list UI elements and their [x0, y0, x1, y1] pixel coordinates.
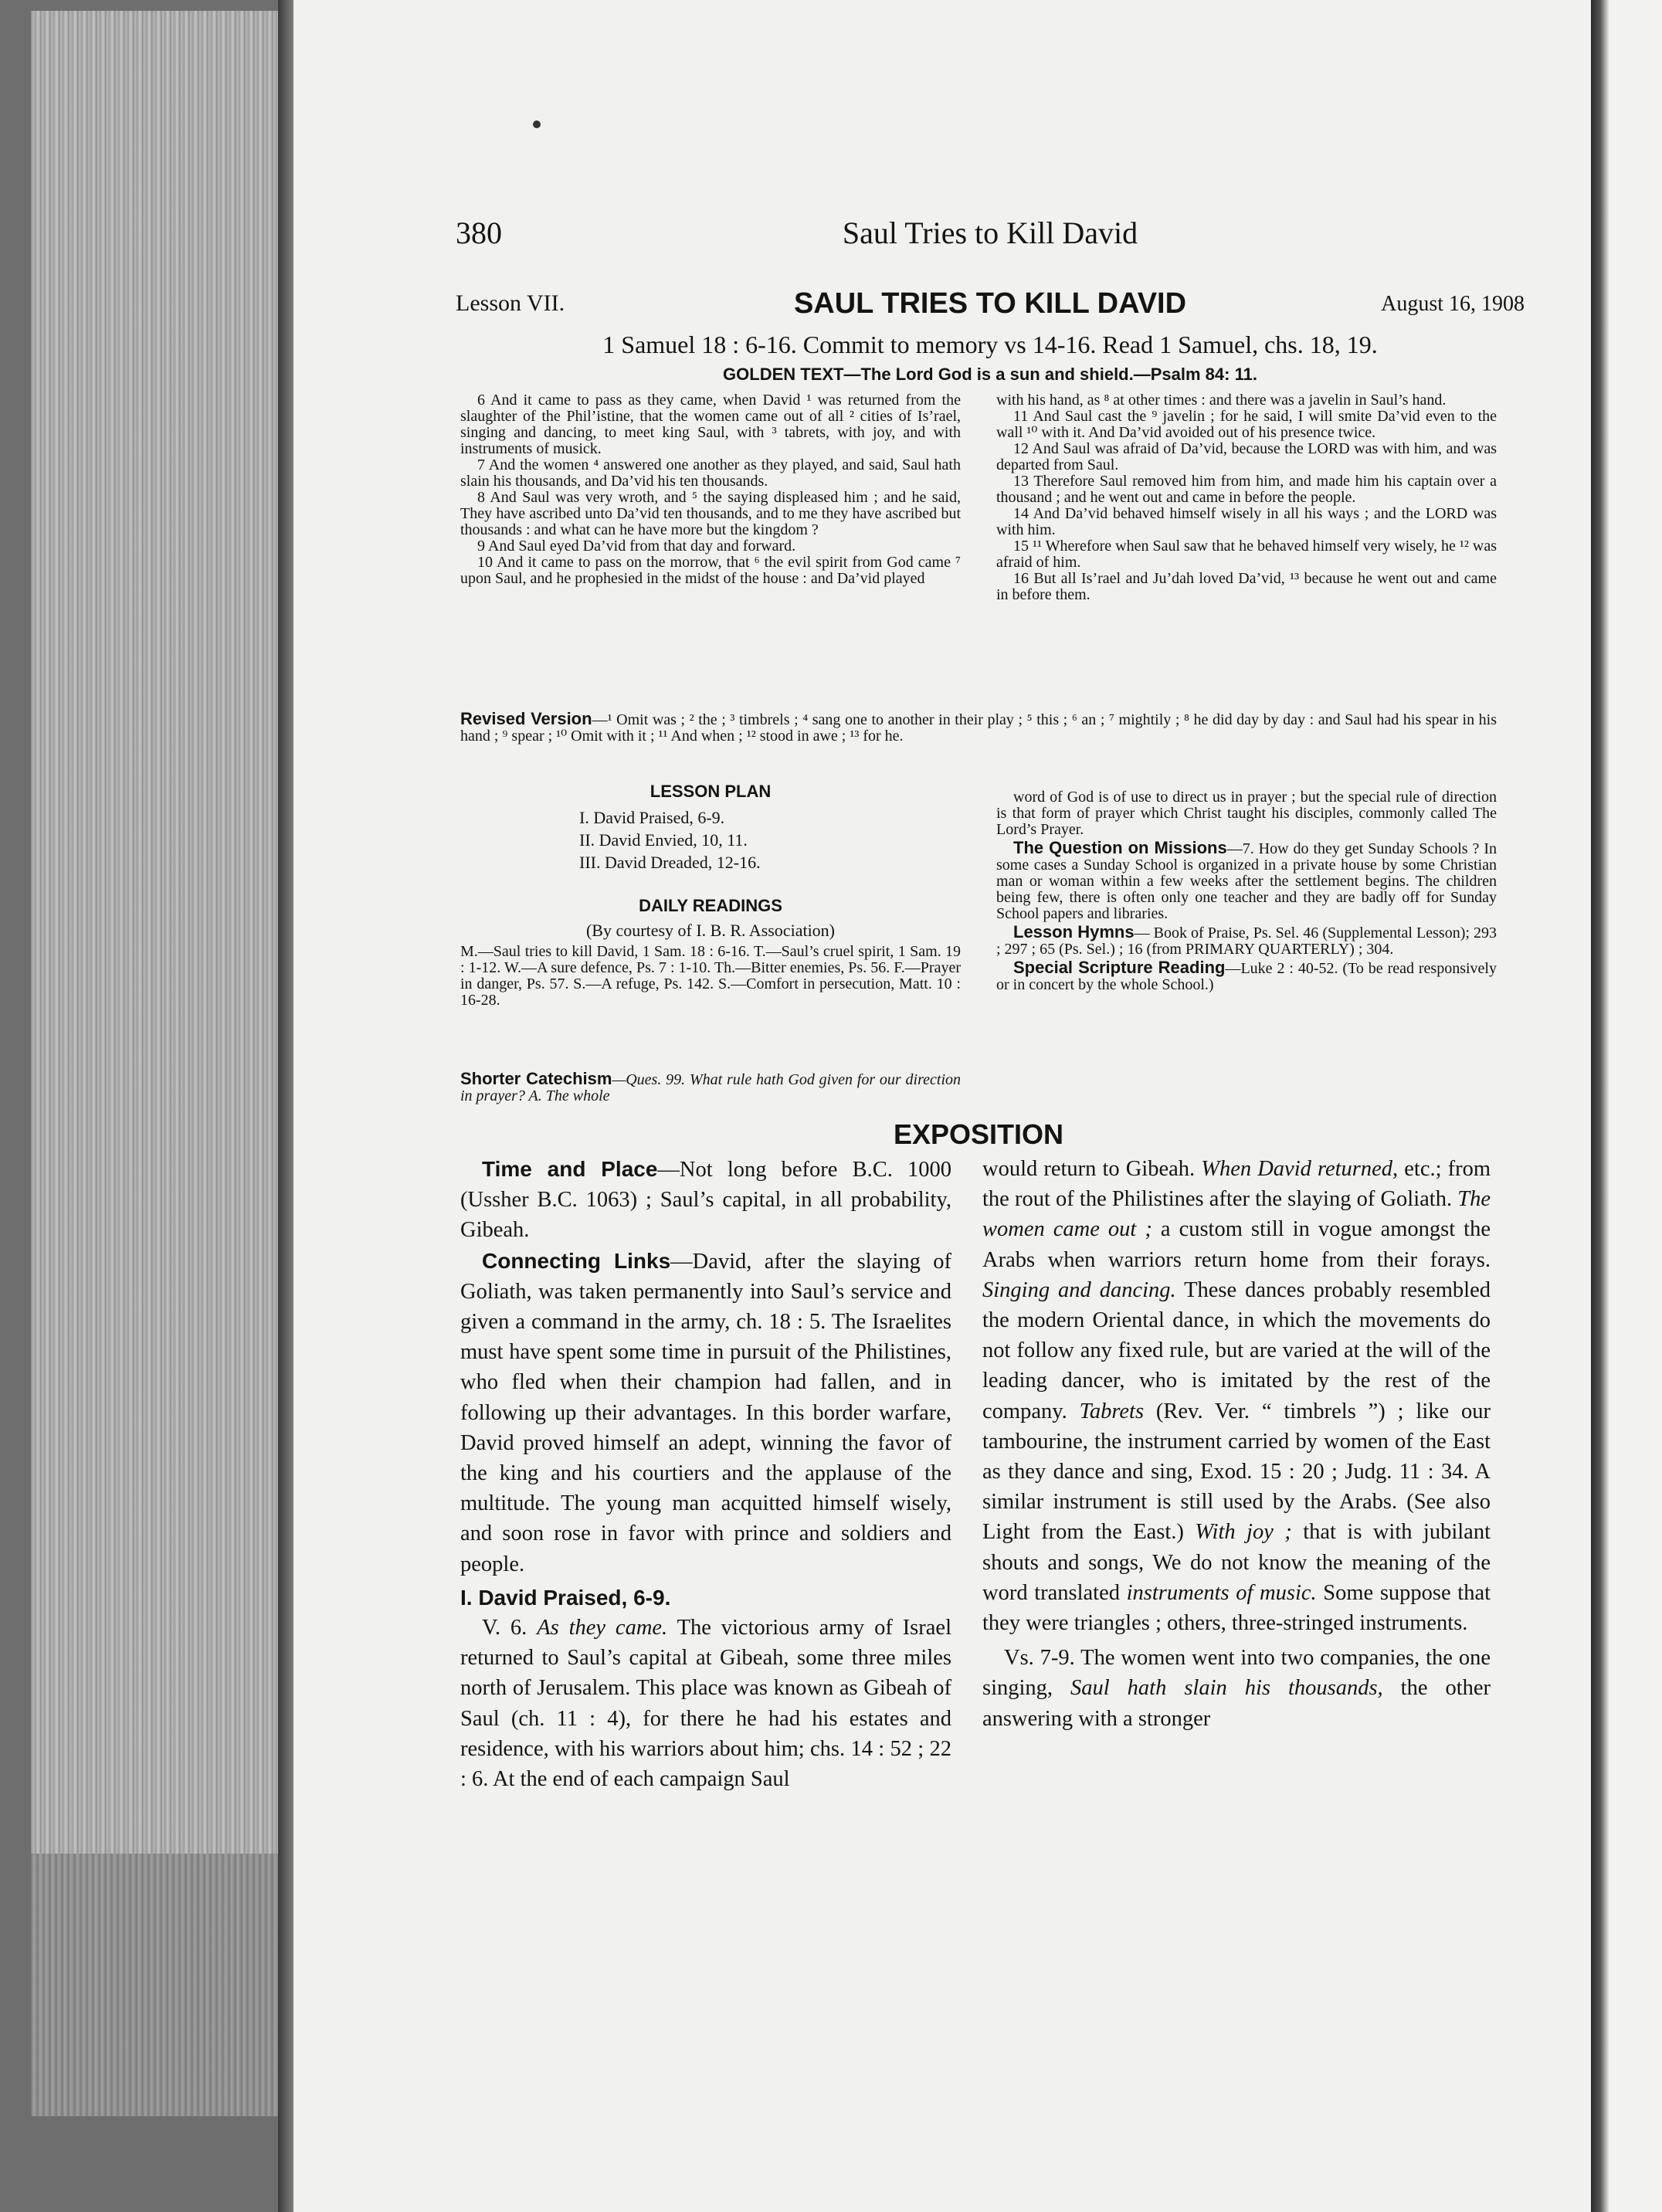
missions-question: [996, 840, 1497, 922]
commentary-text: (Rev. Ver. “ timbrels ”) ; like our tambourine, the instrument carried by women of the East as they dance and sing, Exod. 15 : 20 ; Judg. 11 : 34. A similar instrument is still used by the Arabs. (See also Light from the East.): [982, 1399, 1491, 1545]
verse-7: 7 And the women ⁴ answered one another as they played, and said, Saul hath slain his thousands, and Da’vid his ten thousands.: [460, 456, 961, 490]
verse-16: 16 But all Is’rael and Ju’dah loved Da’vid, ¹³ because he went out and came in before them.: [996, 570, 1497, 603]
commentary-text: the other answering with a stronger: [982, 1676, 1491, 1731]
missions-text: —7. How do they get Sunday Schools ? In some cases a Sunday School is organized in a private house by some Christian man or woman within a few weeks after the settlement begins. The children being few, there is often only one teacher and they are badly off for Sunday School papers and libraries.: [996, 840, 1497, 922]
catechism-question: —Ques. 99. What rule hath God given for our direction in prayer? A. The whole: [460, 1071, 961, 1104]
daily-readings-text: M.—Saul tries to kill David, 1 Sam. 18 : 6-16. T.—Saul’s cruel spirit, 1 Sam. 19 : 1-12. W.—A sure defence, Ps. 7 : 1-10. Th.—Bitter enemies, Ps. 56. F.—Prayer in danger, Ps. 57. S.—A refuge, Ps. 142. S.—Comfort in persecution, Matt. 10 : 16-28.: [460, 943, 961, 1009]
exposition-right-column: [982, 1154, 1491, 1734]
book-page-edges: [31, 11, 287, 1857]
verse-quote: The women came out ;: [982, 1187, 1491, 1242]
special-reading-label: Special Scripture Reading: [1013, 958, 1226, 977]
commentary-text: a custom still in vogue amongst the Arabs when warriors return home from their forays.: [982, 1217, 1491, 1272]
verse-10: 10 And it came to pass on the morrow, that ⁶ the evil spirit from God came ⁷ upon Saul, and he prophesied in the midst of the house : and Da’vid played: [460, 554, 961, 587]
daily-readings-courtesy: (By courtesy of I. B. R. Association): [585, 921, 836, 940]
ink-speck: [533, 120, 541, 128]
book-page-edges-lower: [31, 1854, 286, 2116]
revised-version-notes: [460, 711, 1497, 745]
verse-quote: Tabrets: [1079, 1399, 1145, 1423]
book-gutter-shadow: [278, 0, 295, 2212]
running-head: [456, 215, 1525, 261]
lesson-plan-list: [579, 806, 904, 874]
commentary-text: Some suppose that they were triangles ; others, three-stringed instruments.: [982, 1580, 1491, 1636]
verses-left-column: [460, 392, 961, 587]
verse-quote: Singing and dancing.: [982, 1277, 1176, 1302]
daily-readings-heading: DAILY READINGS: [639, 896, 782, 915]
verses-7-9-commentary: [982, 1643, 1491, 1734]
time-place-text: —Not long before B.C. 1000 (Ussher B.C. 1063) ; Saul’s capital, in all probability, Gibeah.: [460, 1158, 952, 1243]
verse-ref: V. 6.: [482, 1616, 527, 1640]
lesson-plan-heading: LESSON PLAN: [650, 782, 772, 801]
verse-quote: instruments of music.: [1126, 1580, 1317, 1605]
revised-version-text: —¹ Omit was ; ² the ; ³ timbrels ; ⁴ sang one to another in their play ; ⁵ this ; ⁶ an ; ⁷ mightily ; ⁸ he did day by day : and Saul had his spear in his hand ; ⁹ spear ; ¹⁰ Omit with it ; ¹¹ And when ; ¹² stood in awe ; ¹³ for he.: [460, 711, 1497, 745]
right-notes-column: [996, 789, 1497, 995]
commentary-text: would return to Gibeah.: [982, 1157, 1196, 1181]
facing-page-edge: [1591, 0, 1662, 2212]
lesson-date: August 16, 1908: [1381, 292, 1525, 316]
commentary-text: that is with jubilant shouts and songs, We do not know the meaning of the word translated: [982, 1520, 1491, 1605]
special-reading-text: —Luke 2 : 40-52. (To be read responsively or in concert by the whole School.): [996, 960, 1497, 993]
verse-12: 12 And Saul was afraid of Da’vid, because the LORD was with him, and was departed from Saul.: [996, 440, 1497, 473]
verse-13: 13 Therefore Saul removed him from him, and made him his captain over a thousand ; and he went out and came in before the people.: [996, 473, 1497, 506]
verse-9: 9 And Saul eyed Da’vid from that day and forward.: [477, 538, 796, 555]
verse-6-commentary: [460, 1613, 951, 1794]
lesson-title: SAUL TRIES TO KILL DAVID: [793, 287, 1187, 320]
scripture-reference: 1 Samuel 18 : 6-16. Commit to memory vs 14-16. Read 1 Samuel, chs. 18, 19.: [602, 331, 1378, 358]
verse-quote: Saul hath slain his thousands,: [1070, 1676, 1383, 1701]
verse-8: 8 And Saul was very wroth, and ⁵ the saying displeased him ; and he said, They have ascribed unto Da’vid ten thousands, and to me they have ascribed but thousands : and what can he have more but the kingdom ?: [460, 489, 961, 538]
verse-6: 6 And it came to pass as they came, when David ¹ was returned from the slaughter of the Phil’istine, that the women came out of all ² cities of Is’rael, singing and dancing, to meet king Saul, with ³ tabrets, with joy, and with instruments of musick.: [460, 392, 961, 457]
verse-quote: As they came.: [537, 1616, 668, 1640]
verse-10-continued: with his hand, as ⁸ at other times : and there was a javelin in Saul’s hand.: [996, 392, 1447, 409]
time-place-label: Time and Place: [482, 1157, 658, 1181]
verse-14: 14 And Da’vid behaved himself wisely in all his ways ; and the LORD was with him.: [996, 505, 1497, 538]
verse-quote: With joy ;: [1195, 1520, 1292, 1545]
connecting-links-text: —David, after the slaying of Goliath, was taken permanently into Saul’s service and given a command in the army, ch. 18 : 5. The Israelites must have spent some time in pursuit of the Philistines, who fled when their champion had fallen, and in following up their advantages. In this border warfare, David proved himself an adept, winning the favor of the king and his courtiers and the applause of the multitude. The young man acquitted himself wisely, and soon rose in favor with prince and soldiers and people.: [460, 1249, 952, 1576]
lesson-plan-item: II. David Envied, 10, 11.: [579, 830, 748, 850]
connecting-links-label: Connecting Links: [482, 1248, 671, 1273]
verse-11: 11 And Saul cast the ⁹ javelin ; for he said, I will smite Da’vid even to the wall ¹⁰ with it. And Da’vid avoided out of his presence twice.: [996, 408, 1497, 441]
running-title: Saul Tries to Kill David: [842, 215, 1138, 250]
catechism-label: Shorter Catechism: [460, 1069, 612, 1088]
commentary-text: The victorious army of Israel returned to Saul’s capital at Gibeah, some three miles north of Jerusalem. This place was known as Gibeah of Saul (ch. 11 : 4), for there he had his estates and residence, with his warriors about him; chs. 14 : 52 ; 22 : 6. At the end of each campaign Saul: [460, 1616, 951, 1792]
section-heading-david-praised: I. David Praised, 6-9.: [460, 1585, 671, 1610]
golden-text: GOLDEN TEXT—The Lord God is a sun and shield.—Psalm 84: 11.: [723, 365, 1257, 384]
verse-15: 15 ¹¹ Wherefore when Saul saw that he behaved himself very wisely, he ¹² was afraid of him.: [996, 538, 1497, 571]
time-and-place: [460, 1154, 951, 1246]
lesson-number: Lesson VII.: [456, 290, 565, 316]
exposition-heading: EXPOSITION: [893, 1118, 1064, 1150]
catechism-answer: word of God is of use to direct us in prayer ; but the special rule of direction is that form of prayer which Christ taught his disciples, commonly called The Lord’s Prayer.: [996, 789, 1497, 838]
shorter-catechism: [460, 1070, 961, 1104]
lesson-header: [456, 287, 1525, 326]
hymns-label: Lesson Hymns: [1013, 922, 1135, 941]
lesson-plan-item: III. David Dreaded, 12-16.: [579, 853, 761, 872]
verse-quote: When David returned,: [1201, 1157, 1399, 1181]
commentary-text: The women went into two companies, the one singing,: [982, 1646, 1491, 1701]
commentary-continued: [982, 1154, 1491, 1638]
commentary-text: These dances probably resembled the modern Oriental dance, in which the movements do not follow any fixed rule, but are varied at the will of the leading dancer, who is imitated by the rest of the company.: [982, 1277, 1491, 1423]
connecting-links: [460, 1246, 951, 1579]
lesson-hymns: [996, 924, 1497, 958]
revised-version-label: Revised Version: [460, 709, 592, 728]
hymns-text: — Book of Praise, Ps. Sel. 46 (Supplemental Lesson); 293 ; 297 ; 65 (Ps. Sel.) ; 16 (from PRIMARY QUARTERLY) ; 304.: [996, 924, 1497, 958]
lesson-plan-item: I. David Praised, 6-9.: [579, 808, 725, 827]
exposition-left-column: [460, 1154, 951, 1794]
special-scripture-reading: [996, 959, 1497, 993]
missions-label: The Question on Missions: [1013, 838, 1227, 857]
page-number: 380: [456, 215, 502, 250]
verse-ref: Vs. 7-9.: [1004, 1646, 1075, 1671]
commentary-text: etc.; from the rout of the Philistines after the slaying of Goliath.: [982, 1157, 1491, 1212]
verses-right-column: [996, 392, 1497, 603]
